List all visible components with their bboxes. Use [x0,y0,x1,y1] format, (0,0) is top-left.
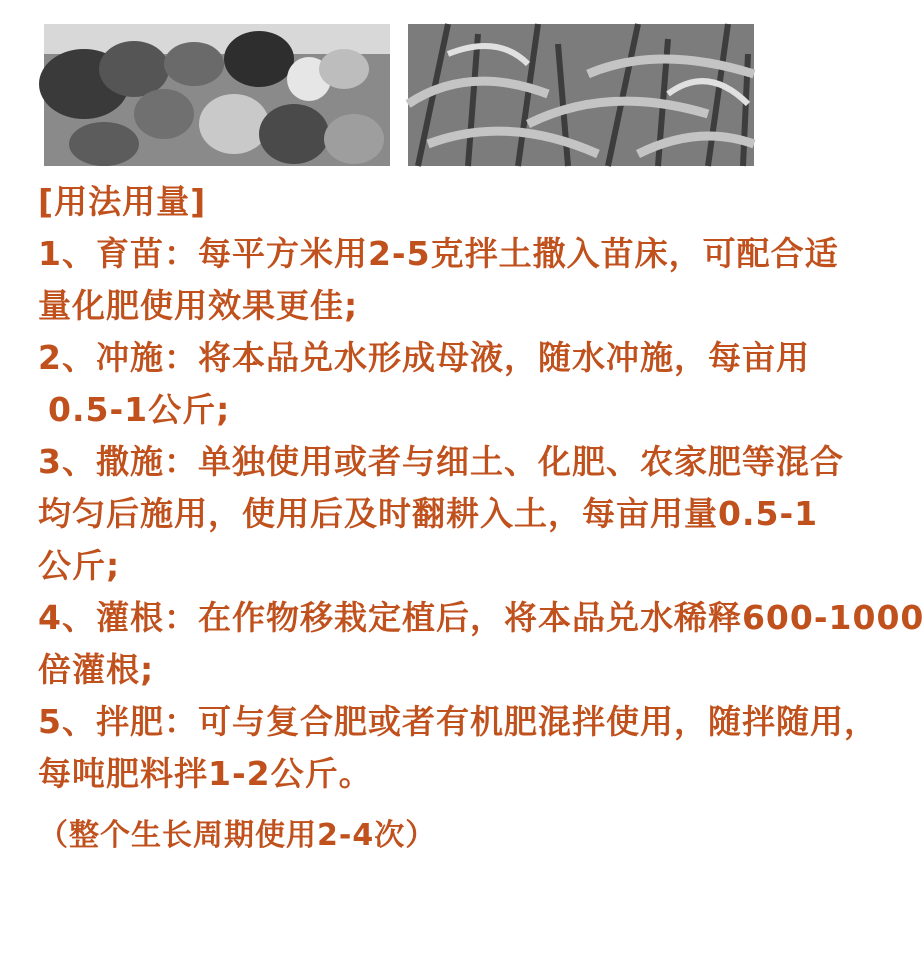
usage-instructions [38,176,924,862]
corn-field-photo [408,24,754,166]
usage-note: （整个生长周期使用2-4次） [38,818,437,853]
section-title: [用法用量] [38,182,207,221]
instruction-line: 量化肥使用效果更佳; [38,286,359,325]
instruction-line: 每吨肥料拌1-2公斤。 [38,754,373,793]
instruction-line: 倍灌根; [38,650,155,689]
instruction-line: 4、灌根：在作物移栽定植后，将本品兑水稀释600-1000 [38,598,924,637]
instruction-line: 5、拌肥：可与复合肥或者有机肥混拌使用，随拌随用， [38,702,878,741]
instruction-line: 2、冲施：将本品兑水形成母液，随水冲施，每亩用 [38,338,810,377]
instruction-line: 3、撒施：单独使用或者与细土、化肥、农家肥等混合 [38,442,844,481]
instruction-line: 0.5-1公斤; [48,390,231,429]
instruction-line: 公斤; [38,546,121,585]
instruction-line: 均匀后施用，使用后及时翻耕入土，每亩用量0.5-1 [38,494,819,533]
vegetables-photo [44,24,390,166]
instruction-line: 1、育苗：每平方米用2-5克拌土撒入苗床，可配合适 [38,234,839,273]
